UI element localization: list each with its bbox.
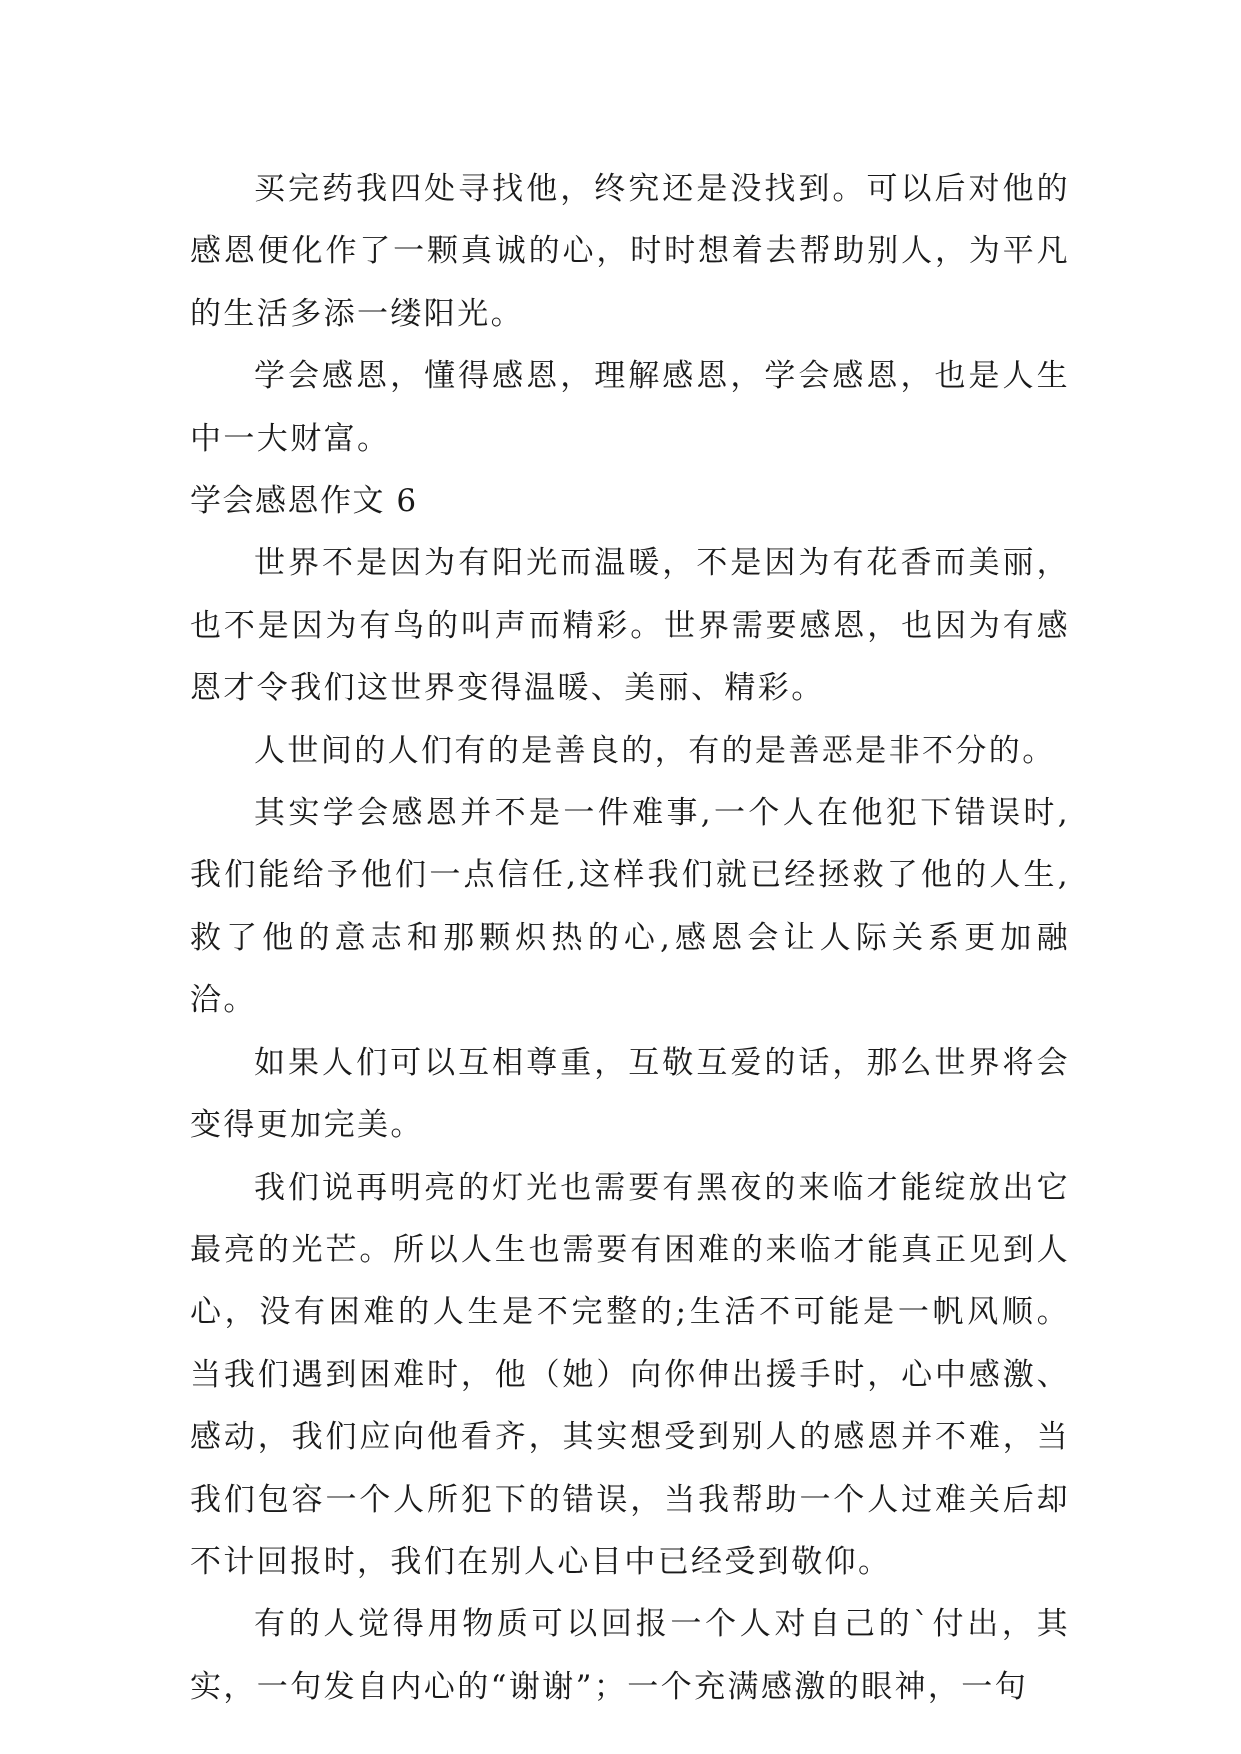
paragraph: 学会感恩，懂得感恩，理解感恩，学会感恩，也是人生中一大财富。 [190, 358, 1070, 457]
document-body [190, 158, 1070, 1718]
paragraph: 如果人们可以互相尊重，互敬互爱的话，那么世界将会变得更加完美。 [190, 1044, 1070, 1144]
paragraph: 其实学会感恩并不是一件难事,一个人在他犯下错误时,我们能给予他们一点信任,这样我们就已经拯救了他的人生,救了他的意志和那颗炽热的心,感恩会让人际关系更加融洽。 [190, 795, 1070, 1019]
section-title: 学会感恩作文 6 [190, 483, 418, 520]
paragraph: 世界不是因为有阳光而温暖，不是因为有花香而美丽，也不是因为有鸟的叫声而精彩。世界需要感恩，也因为有感恩才令我们这世界变得温暖、美丽、精彩。 [190, 545, 1070, 707]
paragraph: 买完药我四处寻找他，终究还是没找到。可以后对他的感恩便化作了一颗真诚的心，时时想着去帮助别人，为平凡的生活多添一缕阳光。 [190, 171, 1070, 332]
paragraph: 人世间的人们有的是善良的，有的是善恶是非不分的。 [254, 732, 1056, 769]
paragraph: 我们说再明亮的灯光也需要有黑夜的来临才能绽放出它最亮的光芒。所以人生也需要有困难的来临才能真正见到人心，没有困难的人生是不完整的;生活不可能是一帆风顺。当我们遇到困难时，他（她）向你伸出援手时，心中感激、感动，我们应向他看齐，其实想受到别人的感恩并不难，当我们包容一个人所犯下的错误，当我帮助一个人过难关后却不计回报时，我们在别人心目中已经受到敬仰。 [190, 1169, 1070, 1580]
paragraph: 有的人觉得用物质可以回报一个人对自己的`付出，其实，一句发自内心的“谢谢”；一个充满感激的眼神，一句 [190, 1606, 1070, 1705]
